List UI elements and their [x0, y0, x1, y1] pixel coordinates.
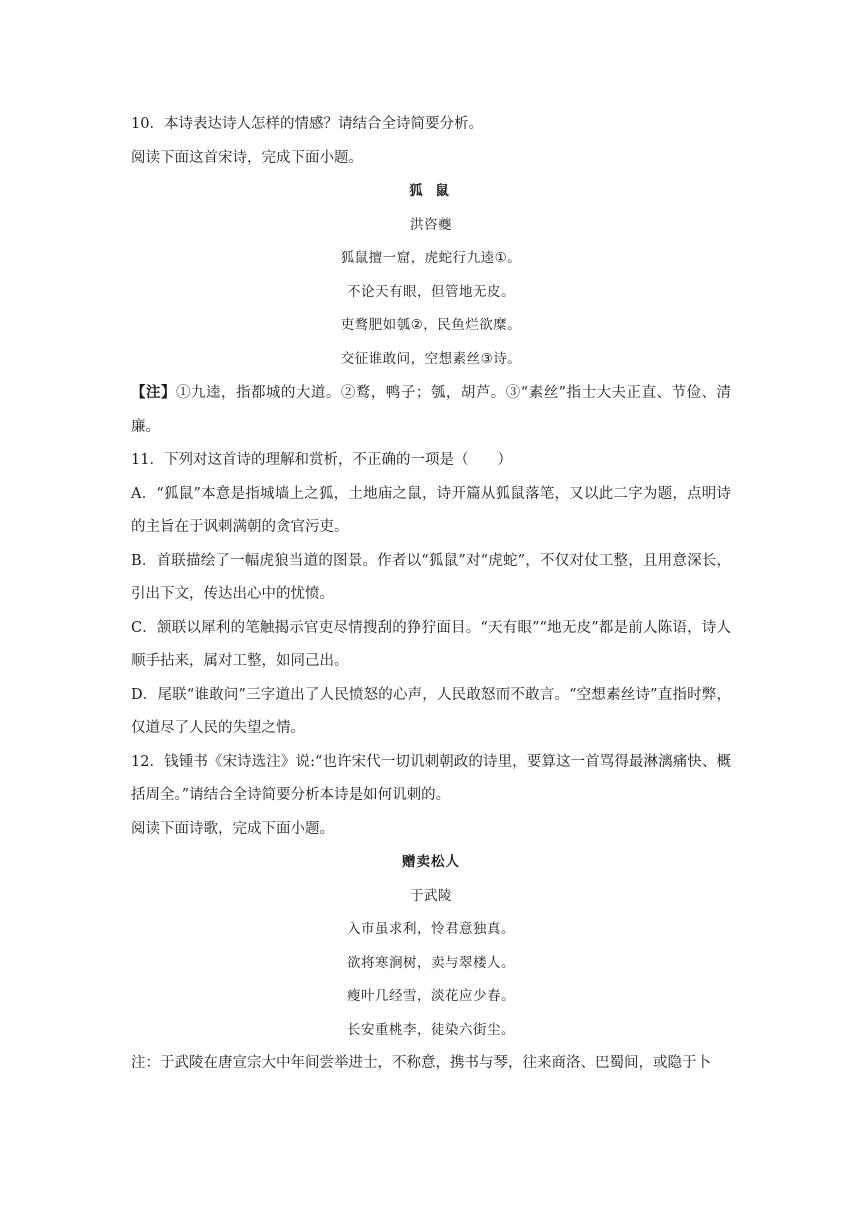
poem2-author: 于武陵	[410, 887, 452, 904]
poem1-author: 洪咨夔	[410, 216, 452, 233]
note-label: 【注】	[131, 384, 176, 401]
question-12: 12．钱锺书《宋诗选注》说:“也许宋代一切讥刺朝政的诗里，要算这一首骂得最淋漓痛快、概括周全。”请结合全诗简要分析本诗是如何讥刺的。	[131, 753, 731, 803]
poem2-title: 赠卖松人	[402, 854, 460, 870]
document-page	[131, 108, 731, 1081]
poem1-line-1: 狐鼠擅一窟，虎蛇行九逵①。	[340, 250, 522, 266]
reading-instruction-2: 阅读下面诗歌，完成下面小题。	[131, 820, 334, 837]
question-11-option-a: A．“狐鼠”本意是指城墙上之狐，土地庙之鼠，诗开篇从狐鼠落笔，又以此二字为题，点明诗的主旨在于讽刺满朝的贪官污吏。	[131, 485, 731, 535]
question-11-option-b: B．首联描绘了一幅虎狼当道的图景。作者以“狐鼠”对“虎蛇”，不仅对仗工整，且用意深长，引出下文，传达出心中的忧愤。	[131, 552, 731, 602]
poem1-note	[131, 376, 731, 444]
poem1-line-3: 吏鹜肥如瓠②，民鱼烂欲糜。	[340, 317, 522, 333]
reading-instruction-1: 阅读下面这首宋诗，完成下面小题。	[131, 149, 363, 166]
question-11-option-d: D．尾联“谁敢问”三字道出了人民愤怒的心声，人民敢怒而不敢言。“空想素丝诗”直指时弊，仅道尽了人民的失望之情。	[131, 686, 731, 736]
poem1-line-2: 不论天有眼，但管地无皮。	[347, 283, 515, 300]
question-11-option-c: C．颔联以犀利的笔触揭示官吏尽情搜刮的狰狞面目。“天有眼”“地无皮”都是前人陈语，诗人顺手拈来，属对工整，如同己出。	[131, 619, 731, 669]
poem2-line-2: 欲将寒涧树，卖与翠楼人。	[347, 954, 515, 971]
poem2-line-4: 长安重桃李，徒染六街尘。	[347, 1021, 515, 1038]
question-11-stem: 11．下列对这首诗的理解和赏析，不正确的一项是（ ）	[131, 452, 512, 468]
poem1-line-4: 交征谁敢问，空想素丝③诗。	[340, 350, 522, 367]
question-10: 10．本诗表达诗人怎样的情感？请结合全诗简要分析。	[131, 116, 483, 132]
note-text: ①九逵，指都城的大道。②鹜，鸭子；瓠，胡芦。③“素丝”指士大夫正直、节俭、清廉。	[131, 385, 732, 435]
poem2-line-3: 瘦叶几经雪，淡花应少春。	[347, 988, 515, 1004]
poem2-note: 注：于武陵在唐宣宗大中年间尝举进士，不称意，携书与琴，往来商洛、巴蜀间，或隐于卜	[131, 1055, 711, 1071]
poem1-title: 狐 鼠	[409, 183, 453, 199]
poem2-line-1: 入市虽求利，怜君意独真。	[347, 921, 515, 937]
